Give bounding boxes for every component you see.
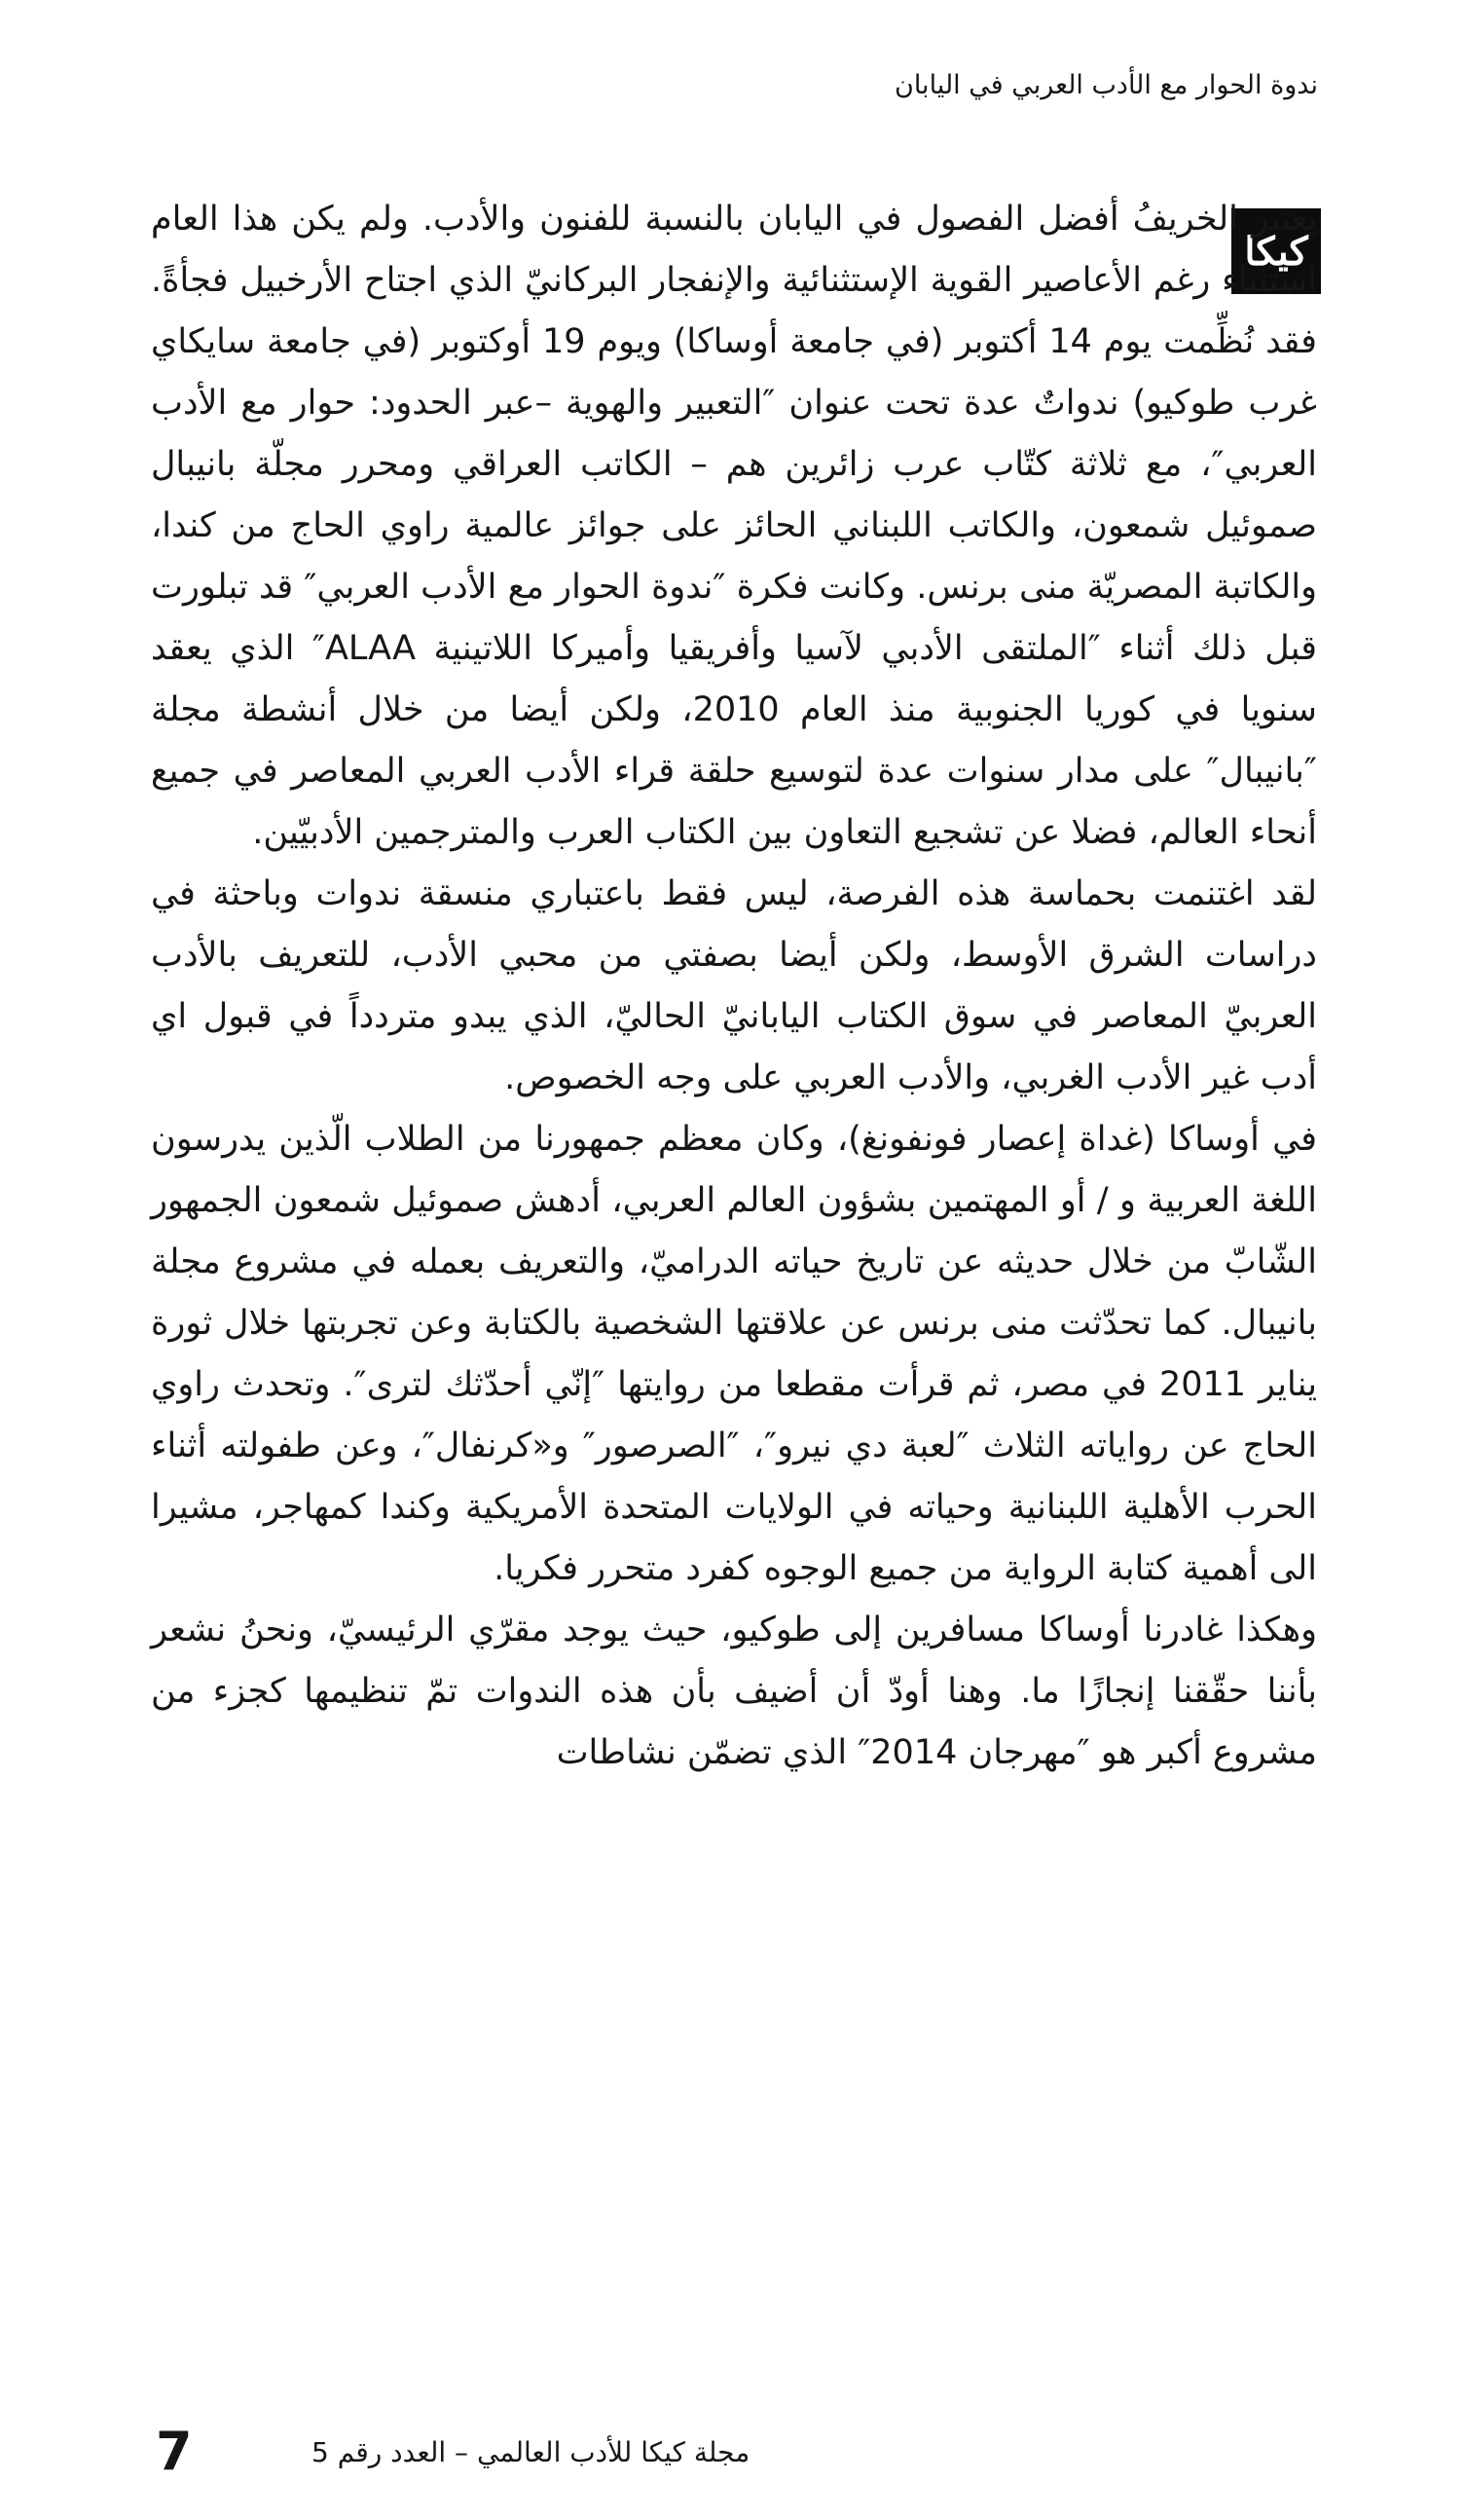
page-footer xyxy=(156,2421,779,2485)
paragraph-1: يعتبر الخريفُ أفضل الفصول في اليابان بالنسبة للفنون والأدب. ولم يكن هذا العام استثناء رغم الأعاصير القوية الإستثنائية والإنفجار البركانيّ الذي اجتاح الأرخبيل فجأةً. فقد نُظِّمت يوم 14 أكتوبر (في جامعة أوساكا) ويوم 19 أوكتوبر (في جامعة سايكاي غرب طوكيو) ندواتٌ عدة تحت عنوان ″التعبير والهوية –عبر الحدود: حوار مع الأدب العربي″، مع ثلاثة كتّاب عرب زائرين هم – الكاتب العراقي ومحرر مجلّة بانيبال صموئيل شمعون، والكاتب اللبناني الحائز على جوائز عالمية راوي الحاج من كندا، والكاتبة المصريّة منى برنس. وكانت فكرة ″ندوة الحوار مع الأدب العربي″ قد تبلورت قبل ذلك أثناء ″الملتقى الأدبي لآسيا وأفريقيا وأميركا اللاتينية ALAA″ الذي يعقد سنويا في كوريا الجنوبية منذ العام 2010، ولكن أيضا من خلال أنشطة مجلة ″بانيبال″ على مدار سنوات عدة لتوسيع حلقة قراء الأدب العربي المعاصر في جميع أنحاء العالم، فضلا عن تشجيع التعاون بين الكتاب العرب والمترجمين الأدبيّين. xyxy=(151,200,1318,852)
paragraph-2: لقد اغتنمت بحماسة هذه الفرصة، ليس فقط باعتباري منسقة ندوات وباحثة في دراسات الشرق الأوسط، ولكن أيضا بصفتي من محبي الأدب، للتعريف بالأدب العربيّ المعاصر في سوق الكتاب اليابانيّ الحاليّ، الذي يبدو متردداً في قبول اي أدب غير الأدب الغربي، والأدب العربي على وجه الخصوص. xyxy=(151,874,1317,1097)
kika-logo-badge: كيكا xyxy=(1231,208,1321,294)
paragraph-3: في أوساكا (غداة إعصار فونفونغ)، وكان معظم جمهورنا من الطلاب الّذين يدرسون اللغة العربية و / أو المهتمين بشؤون العالم العربي، أدهش صموئيل شمعون الجمهور الشّابّ من خلال حديثه عن تاريخ حياته الدراميّ، والتعريف بعمله في مشروع مجلة بانيبال. كما تحدّثت منى برنس عن علاقتها الشخصية بالكتابة وعن تجربتها خلال ثورة يناير 2011 في مصر، ثم قرأت مقطعا من روايتها ″إنّي أحدّثك لترى″. وتحدث راوي الحاج عن رواياته الثلاث ″لعبة دي نيرو″، ″الصرصور″ و«كرنفال″، وعن طفولته أثناء الحرب الأهلية اللبنانية وحياته في الولايات المتحدة الأمريكية وكندا كمهاجر، مشيرا الى أهمية كتابة الرواية من جميع الوجوه كفرد متحرر فكريا. xyxy=(151,1120,1317,1588)
paragraph-4: وهكذا غادرنا أوساكا مسافرين إلى طوكيو، حيث يوجد مقرّي الرئيسيّ، ونحنُ نشعر بأننا حقّقنا إنجازًا ما. وهنا أودّ أن أضيف بأن هذه الندوات تمّ تنظيمها كجزء من مشروع أكبر هو ″مهرجان 2014″ الذي تضمّن نشاطات xyxy=(151,1611,1317,1772)
page-number: 7 xyxy=(156,2421,193,2482)
running-header-title: ندوة الحوار مع الأدب العربي في اليابان xyxy=(895,70,1318,100)
journal-footer-line: مجلة كيكا للأدب العالمي – العدد رقم 5 xyxy=(311,2436,750,2468)
article-body xyxy=(151,189,1317,1784)
